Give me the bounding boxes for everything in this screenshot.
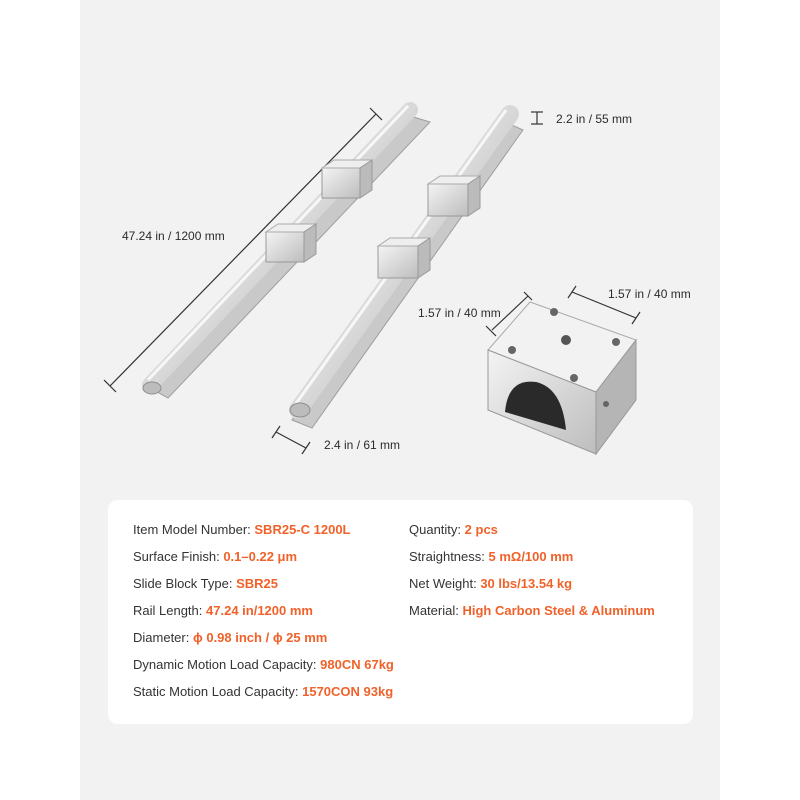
rail-width-label: 2.4 in / 61 mm bbox=[324, 438, 401, 452]
spec-diameter bbox=[133, 630, 327, 645]
rail-width-dimension-line bbox=[272, 426, 310, 454]
spec-value: 2 pcs bbox=[464, 522, 498, 537]
spec-label: Diameter: bbox=[133, 630, 190, 645]
spec-quantity bbox=[409, 522, 498, 537]
spec-material bbox=[409, 603, 655, 618]
spec-label: Surface Finish: bbox=[133, 549, 220, 564]
spec-value: 5 mΩ/100 mm bbox=[488, 549, 574, 564]
spec-straightness bbox=[409, 549, 573, 564]
spec-label: Item Model Number: bbox=[133, 522, 251, 537]
block-width-label: 1.57 in / 40 mm bbox=[608, 287, 691, 301]
spec-label: Slide Block Type: bbox=[133, 576, 233, 591]
slide-block-closeup bbox=[488, 302, 636, 454]
spec-label: Net Weight: bbox=[409, 576, 477, 591]
slide-block-right-upper bbox=[428, 176, 480, 216]
spec-value: 1570CON 93kg bbox=[302, 684, 394, 699]
spec-value: High Carbon Steel & Aluminum bbox=[462, 603, 655, 618]
spec-static-load bbox=[133, 684, 393, 699]
slide-block-left-lower bbox=[266, 224, 316, 262]
slide-block-right-lower bbox=[378, 238, 430, 278]
spec-label: Quantity: bbox=[409, 522, 462, 537]
spec-value: 980CN 67kg bbox=[320, 657, 394, 672]
spec-value: 30 lbs/13.54 kg bbox=[480, 576, 573, 591]
slide-block-left-upper bbox=[322, 160, 372, 198]
spec-value: 0.1–0.22 μm bbox=[223, 549, 298, 564]
block-length-label: 1.57 in / 40 mm bbox=[418, 306, 501, 320]
spec-net-weight bbox=[409, 576, 572, 591]
spec-value: SBR25-C 1200L bbox=[254, 522, 351, 537]
spec-label: Dynamic Motion Load Capacity: bbox=[133, 657, 317, 672]
spec-slide-block-type bbox=[133, 576, 278, 591]
spec-label: Material: bbox=[409, 603, 459, 618]
spec-label: Static Motion Load Capacity: bbox=[133, 684, 299, 699]
spec-label: Rail Length: bbox=[133, 603, 203, 618]
rail-height-dimension-line bbox=[531, 112, 543, 124]
spec-dynamic-load bbox=[133, 657, 394, 672]
spec-surface-finish bbox=[133, 549, 297, 564]
spec-value: 47.24 in/1200 mm bbox=[206, 603, 313, 618]
spec-value: ϕ 0.98 inch / ϕ 25 mm bbox=[192, 630, 328, 645]
spec-rail-length bbox=[133, 603, 313, 618]
spec-item-model-number bbox=[133, 522, 351, 537]
spec-label: Straightness: bbox=[409, 549, 485, 564]
rail-length-label: 47.24 in / 1200 mm bbox=[122, 229, 225, 243]
rail-height-label: 2.2 in / 55 mm bbox=[556, 112, 633, 126]
spec-value: SBR25 bbox=[236, 576, 279, 591]
